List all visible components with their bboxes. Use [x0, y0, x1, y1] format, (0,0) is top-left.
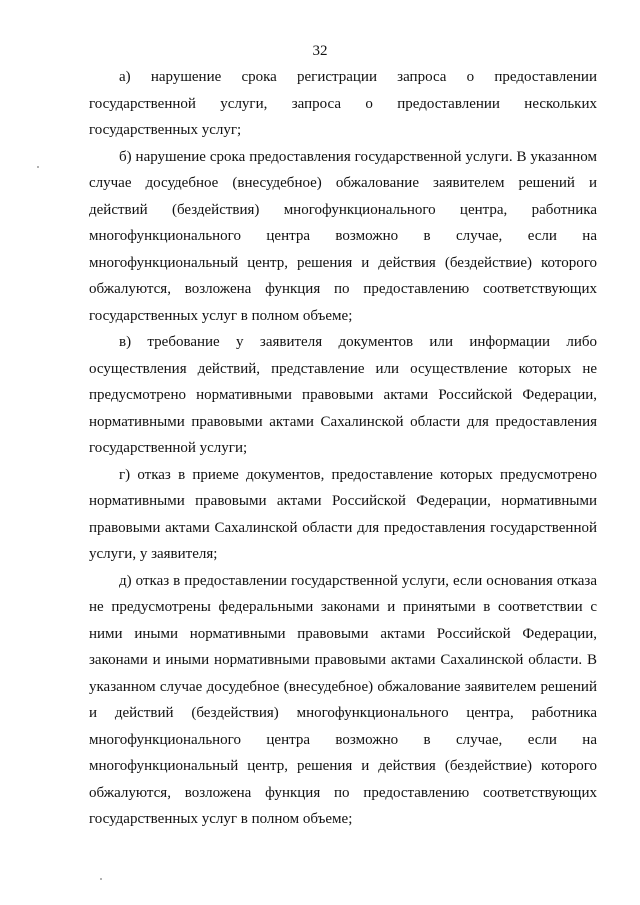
paragraph-v: в) требование у заявителя документов или информации либо осуществления действий, представление или осуществление которых не предусмотрено нормативными правовыми актами Российской Федерации, нормативными правовыми актами Сахалинской области для предоставления государственной услуги; — [89, 334, 597, 456]
scan-speck — [100, 878, 102, 880]
page-number: 32 — [312, 43, 328, 59]
paragraph-a: а) нарушение срока регистрации запроса о предоставлении государственной услуги, запроса о предоставлении нескольких государственных услуг; — [89, 69, 597, 138]
document-body — [89, 64, 597, 833]
scan-speck — [37, 166, 39, 168]
paragraph-d: д) отказ в предоставлении государственной услуги, если основания отказа не предусмотрены федеральными законами и принятыми в соответствии с ними иными нормативными правовыми актами Российской Федерации, законами и иными нормативными правовыми актами Сахалинской области. В указанном случае досудебное (внесудебное) обжалование заявителем решений и действий (бездействия) многофункционального центра, работника многофункционального центра возможно в случае, если на многофункциональный центр, решения и действия (бездействие) которого обжалуются, возложена функция по предоставлению соответствующих государственных услуг в полном объеме; — [89, 572, 597, 827]
paragraph-b: б) нарушение срока предоставления государственной услуги. В указанном случае досудебное (внесудебное) обжалование заявителем решений и действий (бездействия) многофункционального центра, работника многофункционального центра возможно в случае, если на многофункциональный центр, решения и действия (бездействие) которого обжалуются, возложена функция по предоставлению соответствующих государственных услуг в полном объеме; — [89, 148, 597, 324]
paragraph-g: г) отказ в приеме документов, предоставление которых предусмотрено нормативными правовыми актами Российской Федерации, нормативными правовыми актами Сахалинской области для предоставления государственной услуги, у заявителя; — [89, 466, 597, 562]
